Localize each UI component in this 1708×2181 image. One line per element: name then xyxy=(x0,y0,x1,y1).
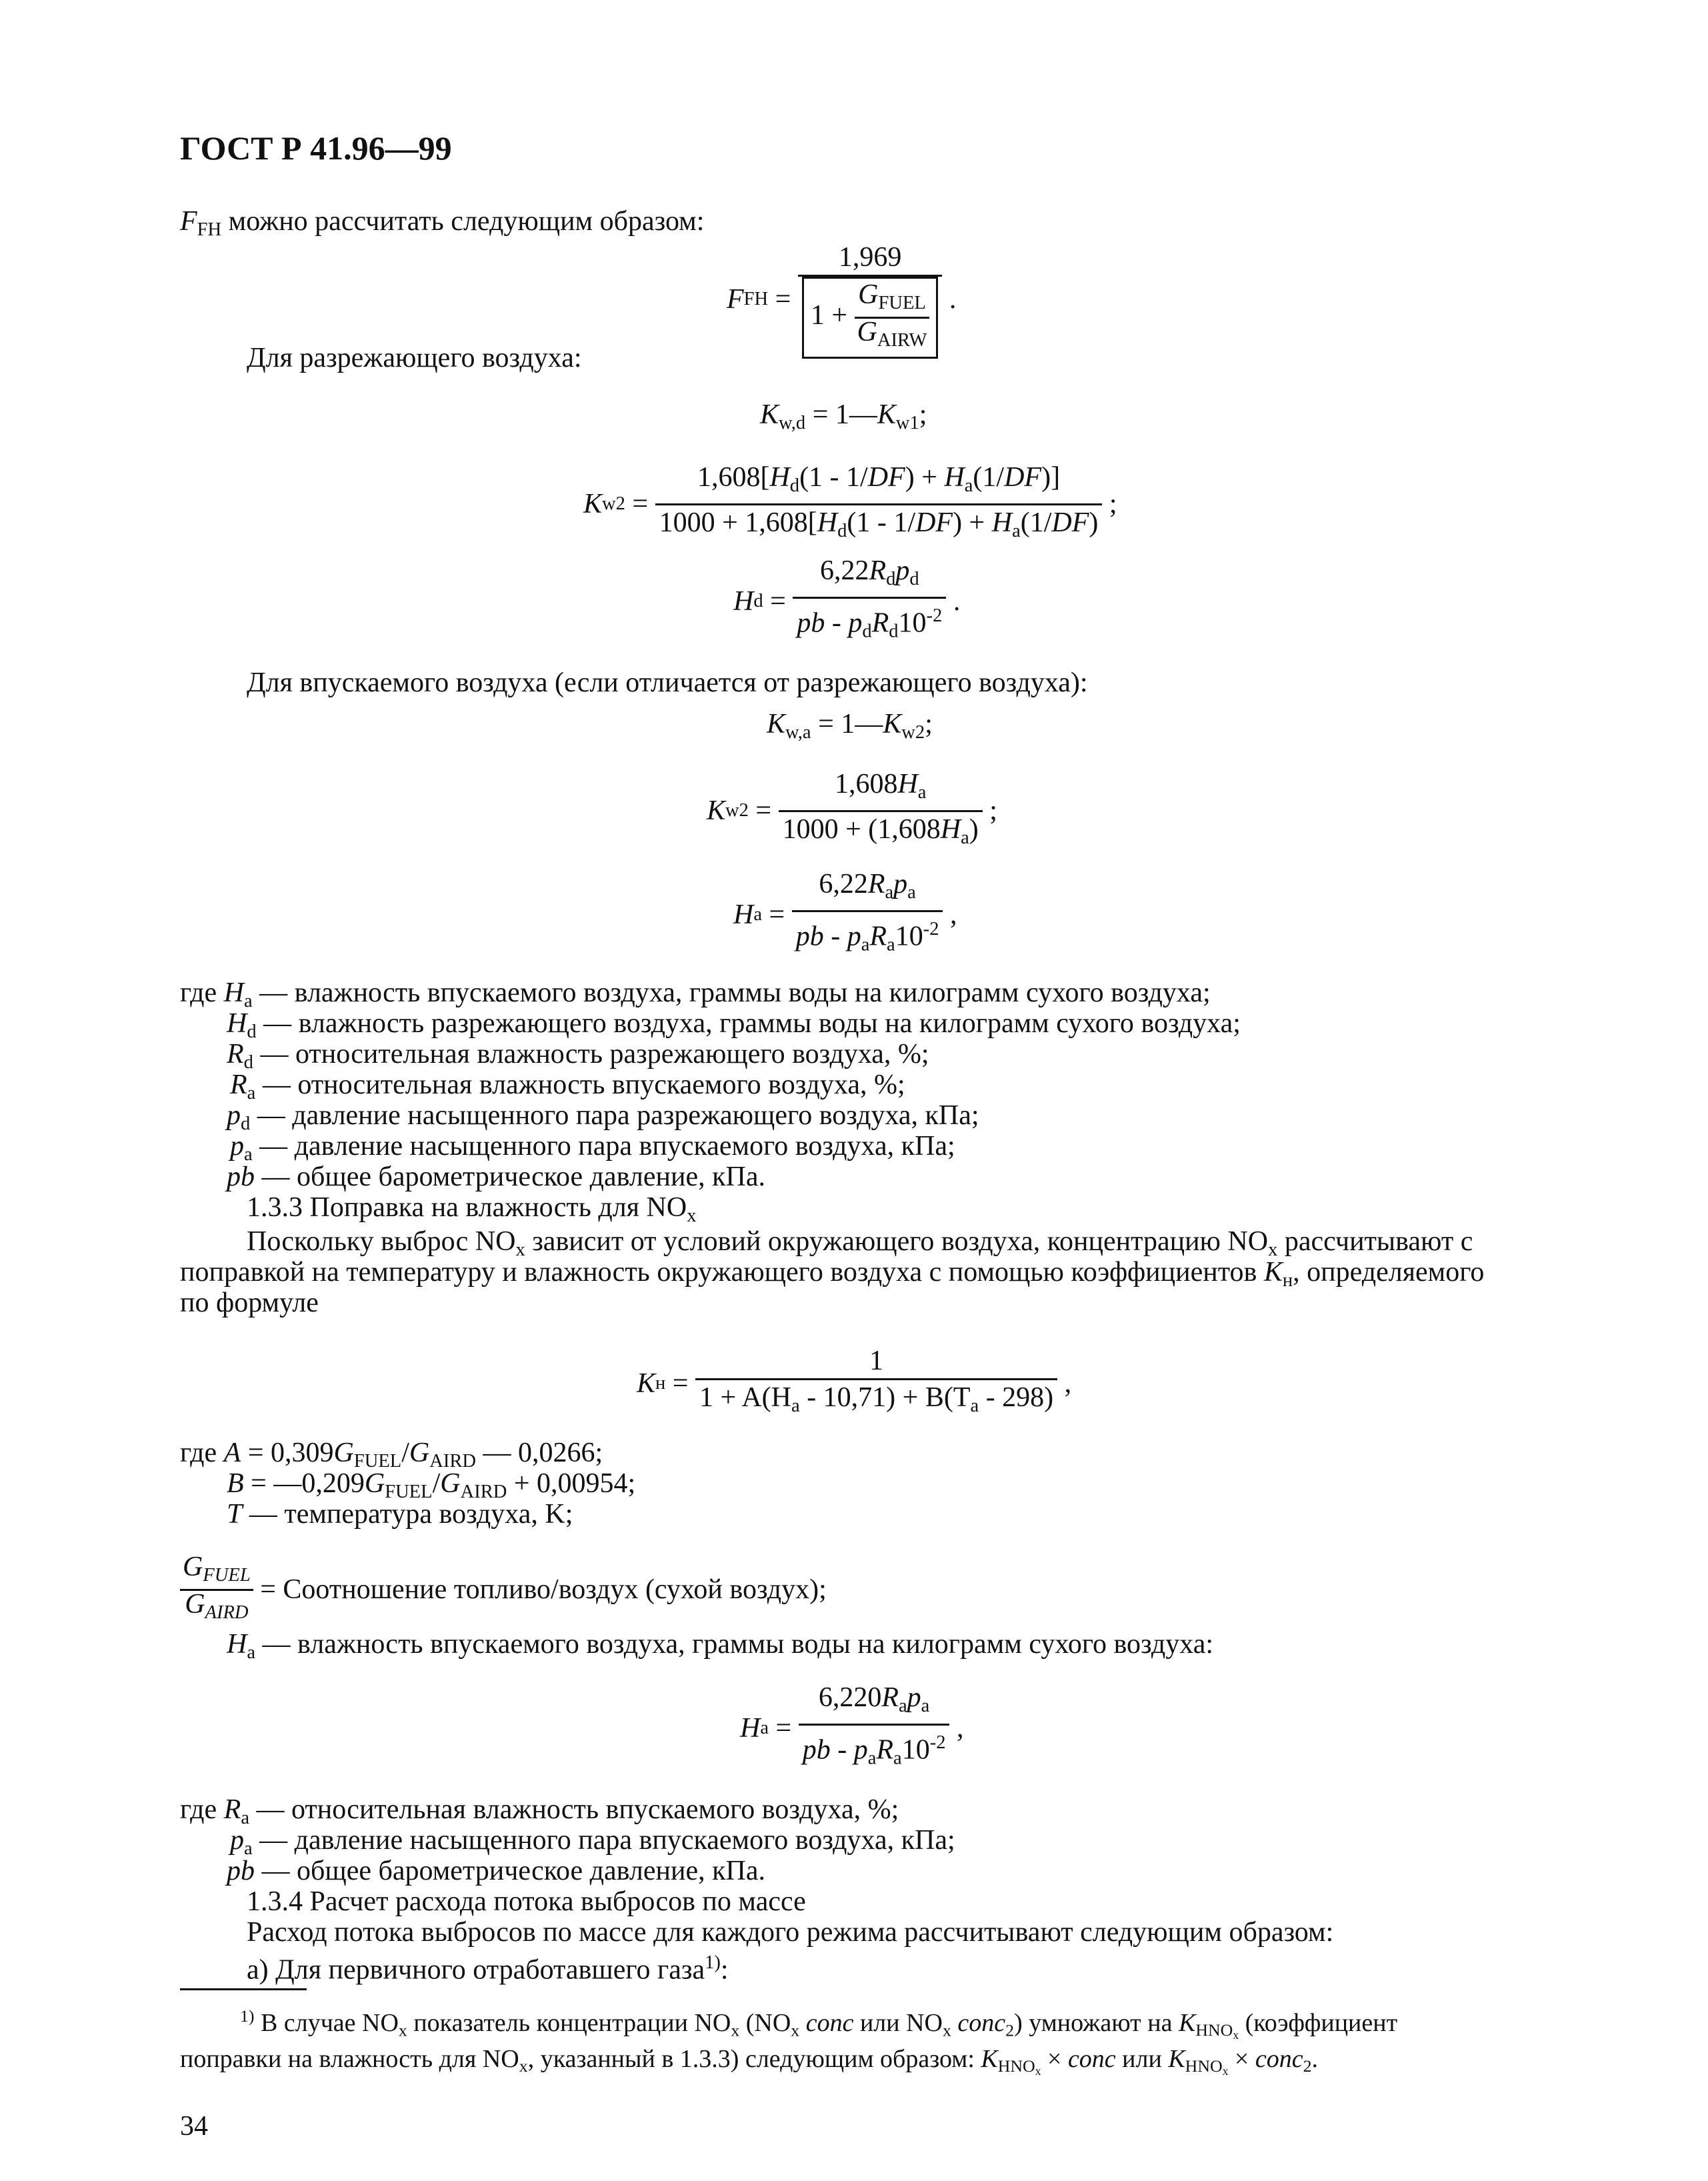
section-1-3-4-title: 1.3.4 Расчет расхода потока выбросов по массе xyxy=(247,1886,806,1917)
section-1-3-3-paragraph-line-2: поправкой на температуру и влажность окружающего воздуха с помощью коэффициентов $K_н$, определяемого xyxy=(180,1257,1485,1291)
def-t: T — температура воздуха, K; xyxy=(227,1499,573,1530)
def-rd: $R_d$ — относительная влажность разрежающего воздуха, %; xyxy=(227,1039,929,1073)
ffh-formula: F FH = 1,969 1 + $G_{FUEL}$ $G_{AIRW}$ . xyxy=(727,240,956,359)
intake-heading: Для впускаемого воздуха (если отличается от разрежающего воздуха): xyxy=(247,667,1088,698)
kw2-intake-formula: K w2 = $\frac{1,608H_a}{1000 + (1,608H_a)}$ ; xyxy=(707,767,997,855)
section-1-3-3-paragraph-line-1: Поскольку выброс $NO_x$ зависит от условий окружающего воздуха, концентрацию $NO_x$ рассчитывают с xyxy=(247,1226,1473,1260)
kw2-dilution-formula: K w2 = $\frac{1,608[H_d(1 - 1/DF) + H_a(1/DF)]}{1000 + 1,608[H_d(1 - 1/DF) + H_a(1/DF)}$ ; xyxy=(583,460,1117,549)
footnote-line-2: поправки на влажность для $NO_x$, указанный в 1.3.3) следующим образом: $K_{HNO_x}$ × conc или $K_{HNO_x}$ × conc$_2$. xyxy=(180,2045,1319,2078)
ha-formula-2: H a = $\frac{6,220R_ap_a}{pb - p_aR_a10^{-2}}$ , xyxy=(740,1680,963,1776)
section-1-3-4-item-a: а) Для первичного отработавшего газа$^{1)}$: xyxy=(247,1952,729,1986)
footnote-line-1: $^{1)}$ В случае $NO_x$ показатель концентрации $NO_x$ ($NO_x$ conc или $NO_x$ conc$_2$) умножают на $K_{HNO_x}$ (коэффициент xyxy=(240,2006,1398,2042)
def-pb-2: pb — общее барометрическое давление, кПа. xyxy=(227,1856,766,1886)
def-ha: где $H_a$ — влажность впускаемого воздуха, граммы воды на килограмм сухого воздуха; xyxy=(180,977,1211,1011)
section-1-3-4-paragraph: Расход потока выбросов по массе для каждого режима рассчитывают следующим образом: xyxy=(247,1917,1334,1948)
ffh-intro-text: можно рассчитать следующим образом: xyxy=(228,206,705,237)
kh-formula: K н = $\frac{1}{1 + A(H_a - 10,71) + B(T_a - 298)}$ , xyxy=(637,1344,1071,1424)
def-b: $B = —0,209G_{FUEL}/G_{AIRD} + 0,00954$; xyxy=(227,1468,636,1502)
page-number: 34 xyxy=(180,2111,208,2142)
fuel-air-ratio-def: GFUEL GAIRD = Соотношение топливо/воздух (сухой воздух); xyxy=(180,1554,827,1626)
ha-formula: H a = $\frac{6,22R_ap_a}{pb - p_aR_a10^{-2}}$ , xyxy=(733,867,957,963)
page-title: ГОСТ Р 41.96—99 xyxy=(180,129,452,167)
def-a: где $A = 0,309G_{FUEL}/G_{AIRD}$ — 0,0266; xyxy=(180,1438,603,1472)
def-hd: $H_d$ — влажность разрежающего воздуха, граммы воды на килограмм сухого воздуха; xyxy=(227,1008,1241,1042)
def-pa-2: $p_a$ — давление насыщенного пара впускаемого воздуха, кПа; xyxy=(230,1825,955,1859)
section-1-3-3-title: 1.3.3 Поправка на влажность для $NO_x$ xyxy=(247,1192,697,1226)
ffh-intro: $F_{FH}$ можно рассчитать следующим образом: xyxy=(180,206,705,240)
dilution-heading: Для разрежающего воздуха: xyxy=(247,343,582,373)
def-ra-2: где $R_a$ — относительная влажность впускаемого воздуха, %; xyxy=(180,1794,899,1828)
kwd-formula: $K_{w,d}$ = $1—K_{w1}$; xyxy=(760,399,927,433)
def-ha-2: $H_a$ — влажность впускаемого воздуха, граммы воды на килограмм сухого воздуха: xyxy=(227,1629,1213,1663)
def-pa: $p_a$ — давление насыщенного пара впускаемого воздуха, кПа; xyxy=(230,1131,955,1165)
section-1-3-3-paragraph-line-3: по формуле xyxy=(180,1288,319,1318)
def-pb: pb — общее барометрическое давление, кПа. xyxy=(227,1162,766,1192)
def-pd: $p_d$ — давление насыщенного пара разрежающего воздуха, кПа; xyxy=(227,1100,979,1134)
kwa-formula: $K_{w,a}$ = $1—K_{w2}$; xyxy=(767,709,933,743)
footnote-separator xyxy=(180,1988,307,1990)
hd-formula: H d = $\frac{6,22R_dp_d}{pb - p_dR_d10^{-2}}$ . xyxy=(733,553,960,649)
def-ra: $R_a$ — относительная влажность впускаемого воздуха, %; xyxy=(230,1069,905,1104)
